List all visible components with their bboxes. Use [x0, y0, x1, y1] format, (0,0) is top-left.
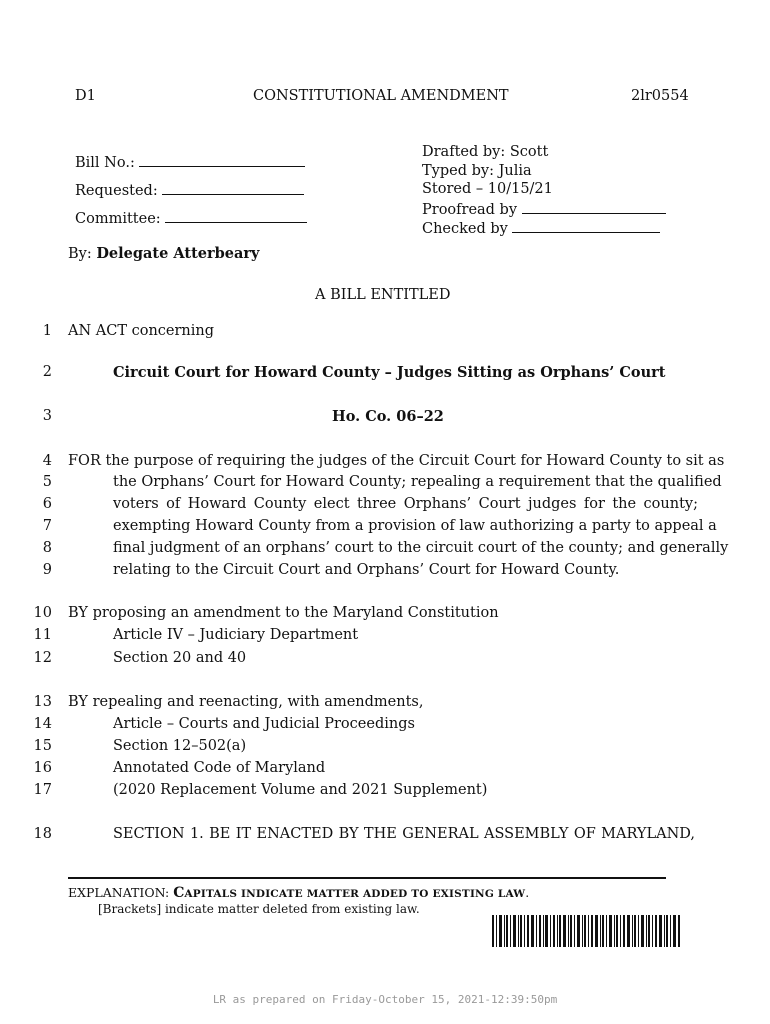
bill-title: Circuit Court for Howard County – Judges Sitting as Orphans’ Court	[113, 364, 666, 381]
repeal-section: Section 12–502(a)	[113, 738, 247, 754]
explanation-caps-text: APITALS INDICATE MATTER ADDED TO EXISTING LAW	[184, 888, 526, 900]
explanation-caps-initial: C	[173, 885, 185, 901]
proofread-blank	[522, 200, 666, 214]
line-number: 8	[42, 540, 52, 556]
line-number: 4	[42, 453, 52, 469]
line-number: 15	[33, 738, 52, 754]
checked-blank	[512, 219, 660, 233]
repeal-code: Annotated Code of Maryland	[113, 760, 326, 776]
committee-blank	[165, 209, 307, 223]
purpose-line: final judgment of an orphans’ court to the circuit court of the county; and generally	[113, 540, 729, 556]
line-number: 12	[33, 650, 52, 666]
committee-field	[75, 209, 307, 227]
line-number: 6	[42, 496, 52, 512]
amendment-article: Article IV – Judiciary Department	[113, 627, 359, 643]
bill-no-blank	[139, 153, 305, 167]
typed-by: Typed by: Julia	[422, 163, 532, 179]
checked-label: Checked by	[422, 221, 508, 237]
act-concerning: AN ACT concerning	[68, 323, 215, 339]
explanation-prefix: EXPLANATION:	[68, 885, 170, 900]
bill-no-label: Bill No.:	[75, 155, 135, 171]
purpose-line: exempting Howard County from a provision of law authorizing a party to appeal a	[113, 518, 717, 534]
header-code: D1	[75, 88, 96, 104]
line-number: 9	[42, 562, 52, 578]
bill-no-field	[75, 153, 305, 171]
stored-date: Stored – 10/15/21	[422, 181, 553, 197]
line-number: 1	[42, 323, 52, 339]
line-number: 11	[33, 627, 52, 643]
purpose-line: FOR the purpose of requiring the judges of the Circuit Court for Howard County to sit as	[68, 453, 725, 469]
amendment-section: Section 20 and 40	[113, 650, 247, 666]
line-number: 14	[33, 716, 52, 732]
purpose-line: the Orphans’ Court for Howard County; repealing a requirement that the qualified	[113, 474, 722, 490]
line-number: 5	[42, 474, 52, 490]
explanation-brackets: [Brackets] indicate matter deleted from existing law.	[98, 902, 420, 916]
line-number: 18	[33, 826, 52, 842]
checked-field	[422, 219, 660, 237]
header-title: CONSTITUTIONAL AMENDMENT	[253, 88, 509, 104]
requested-field	[75, 181, 304, 199]
amendment-intro: BY proposing an amendment to the Maryland Constitution	[68, 605, 499, 621]
explanation-period: .	[525, 885, 530, 900]
enacting-clause: SECTION 1. BE IT ENACTED BY THE GENERAL ASSEMBLY OF MARYLAND,	[113, 826, 695, 842]
drafted-by: Drafted by: Scott	[422, 144, 549, 160]
line-number: 10	[33, 605, 52, 621]
explanation-line	[68, 885, 529, 901]
proofread-label: Proofread by	[422, 202, 518, 218]
line-number: 13	[33, 694, 52, 710]
header-number: 2lr0554	[631, 88, 689, 104]
bill-entitled: A BILL ENTITLED	[315, 287, 451, 303]
purpose-line: relating to the Circuit Court and Orphans’ Court for Howard County.	[113, 562, 620, 578]
sponsor	[68, 245, 259, 262]
sponsor-name: Delegate Atterbeary	[96, 245, 260, 262]
explanation-divider	[68, 877, 666, 879]
bill-short-ref: Ho. Co. 06–22	[332, 408, 444, 425]
requested-label: Requested:	[75, 183, 158, 199]
line-number: 17	[33, 782, 52, 798]
repeal-volume: (2020 Replacement Volume and 2021 Supplement)	[113, 782, 488, 798]
sponsor-prefix: By:	[68, 246, 92, 262]
line-number: 7	[42, 518, 52, 534]
proofread-field	[422, 200, 666, 218]
footer-timestamp: LR as prepared on Friday-October 15, 2021-12:39:50pm	[212, 993, 558, 1006]
repeal-intro: BY repealing and reenacting, with amendments,	[68, 694, 424, 710]
line-number: 2	[42, 364, 52, 380]
line-number: 3	[42, 408, 52, 424]
barcode-image	[492, 915, 680, 947]
requested-blank	[162, 181, 304, 195]
line-number: 16	[33, 760, 52, 776]
committee-label: Committee:	[75, 211, 161, 227]
purpose-line: voters of Howard County elect three Orphans’ Court judges for the county;	[113, 496, 698, 512]
repeal-article: Article – Courts and Judicial Proceedings	[113, 716, 415, 732]
